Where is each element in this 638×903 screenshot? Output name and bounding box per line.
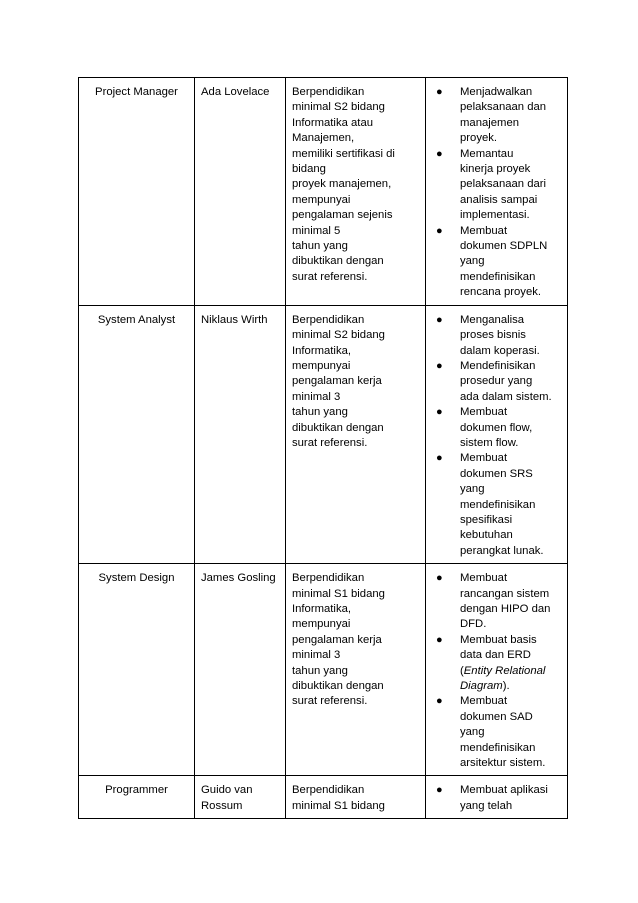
task-item — [432, 85, 561, 147]
qualification-line: Berpendidikan — [292, 313, 365, 326]
bullet-icon: ● — [436, 572, 443, 585]
task-line: rencana proyek. — [460, 286, 542, 299]
bullet-icon: ● — [436, 86, 443, 98]
task-line: dokumen SRS — [460, 467, 533, 480]
task-line: dokumen flow, — [460, 421, 533, 434]
table-row — [79, 776, 568, 819]
task-line: mendefinisikan — [460, 270, 536, 283]
task-line: pelaksanaan dari — [460, 178, 547, 191]
name-cell: Niklaus Wirth — [195, 305, 286, 564]
qualification-line: minimal 5 — [292, 224, 341, 237]
qualification-cell — [286, 305, 426, 564]
role-cell: System Analyst — [79, 305, 195, 564]
qualification-line: surat referensi. — [292, 270, 368, 283]
task-line: dokumen SDPLN — [460, 240, 548, 253]
qualification-line: mempunyai — [292, 193, 351, 206]
qualification-line: surat referensi. — [292, 695, 368, 708]
bullet-icon: ● — [436, 359, 443, 372]
task-line: rancangan sistem — [460, 587, 550, 600]
name-cell: Ada Lovelace — [195, 78, 286, 306]
task-item — [432, 405, 561, 451]
task-item — [432, 633, 561, 695]
qualification-line: Berpendidikan — [292, 572, 365, 585]
task-line: ada dalam sistem. — [460, 390, 552, 403]
task-line: yang — [460, 255, 485, 268]
task-line: Membuat — [460, 224, 508, 237]
qualification-cell — [286, 776, 426, 819]
qualification-line: minimal S2 bidang — [292, 329, 385, 342]
task-item — [432, 571, 561, 633]
task-line: perangkat lunak. — [460, 544, 544, 557]
qualification-line: pengalaman sejenis — [292, 209, 393, 222]
task-line: Memantau — [460, 147, 514, 160]
task-line: DFD. — [460, 618, 487, 631]
task-line: yang — [460, 483, 485, 496]
task-line: sistem flow. — [460, 436, 519, 449]
table-row — [79, 564, 568, 776]
task-line: dalam koperasi. — [460, 344, 540, 357]
qualification-line: pengalaman kerja — [292, 633, 382, 646]
bullet-icon: ● — [436, 633, 443, 646]
qualification-line: minimal 3 — [292, 649, 341, 662]
task-item — [432, 451, 561, 559]
name-cell: Guido van Rossum — [195, 776, 286, 819]
bullet-icon: ● — [436, 406, 443, 419]
qualification-line: tahun yang — [292, 664, 348, 677]
qualification-cell — [286, 78, 426, 306]
task-line: yang — [460, 726, 485, 739]
qualification-line: dibuktikan dengan — [292, 255, 384, 268]
task-line: dengan HIPO dan — [460, 603, 551, 615]
qualification-line: dibuktikan dengan — [292, 680, 384, 693]
role-cell: Project Manager — [79, 78, 195, 306]
task-line: Mendefinisikan — [460, 359, 536, 372]
task-item — [432, 313, 561, 359]
qualification-line: minimal S2 bidang — [292, 101, 385, 114]
task-line: mendefinisikan — [460, 498, 536, 511]
task-line: manajemen — [460, 116, 520, 129]
task-item — [432, 147, 561, 224]
tasks-cell — [426, 776, 568, 819]
qualification-line: minimal 3 — [292, 390, 341, 403]
task-line: proyek. — [460, 132, 498, 145]
qualification-line: Informatika atau — [292, 116, 374, 129]
qualification-cell — [286, 564, 426, 776]
task-item — [432, 224, 561, 301]
role-cell: System Design — [79, 564, 195, 776]
task-item — [432, 783, 561, 814]
task-line: kebutuhan — [460, 529, 513, 542]
table-row — [79, 305, 568, 564]
tasks-cell — [426, 305, 568, 564]
task-line: pelaksanaan dan — [460, 101, 547, 114]
bullet-icon: ● — [436, 695, 443, 708]
task-item — [432, 359, 561, 405]
qualification-line: surat referensi. — [292, 436, 368, 449]
roles-table-body — [79, 78, 568, 819]
task-line: Membuat — [460, 695, 508, 708]
qualification-line: bidang — [292, 163, 326, 176]
task-line: (Entity Relational — [460, 664, 546, 677]
task-line: spesifikasi — [460, 513, 513, 526]
task-line: Menganalisa — [460, 313, 525, 326]
qualification-line: minimal S1 bidang — [292, 587, 385, 600]
task-line: kinerja proyek — [460, 163, 531, 176]
task-list — [432, 313, 561, 560]
task-line: dokumen SAD — [460, 710, 533, 723]
bullet-icon: ● — [436, 224, 443, 237]
task-line: mendefinisikan — [460, 741, 536, 754]
qualification-line: Informatika, — [292, 603, 352, 615]
qualification-line: Berpendidikan — [292, 784, 365, 797]
roles-table — [78, 77, 568, 819]
bullet-icon: ● — [436, 313, 443, 326]
task-line: proses bisnis — [460, 329, 526, 342]
table-row — [79, 78, 568, 306]
task-line: yang telah — [460, 799, 513, 812]
tasks-cell — [426, 564, 568, 776]
qualification-line: Manajemen, — [292, 132, 355, 145]
task-item — [432, 694, 561, 771]
task-line: Membuat basis — [460, 633, 537, 646]
task-line: Membuat — [460, 572, 508, 585]
role-cell: Programmer — [79, 776, 195, 819]
qualification-line: Informatika, — [292, 344, 352, 357]
qualification-line: minimal S1 bidang — [292, 799, 385, 812]
task-line: Membuat aplikasi — [460, 784, 548, 797]
qualification-line: pengalaman kerja — [292, 375, 382, 388]
task-line: Diagram). — [460, 680, 510, 693]
task-list — [432, 85, 561, 301]
qualification-line: tahun yang — [292, 406, 348, 419]
tasks-cell — [426, 78, 568, 306]
qualification-line: tahun yang — [292, 240, 348, 253]
task-line: Membuat — [460, 452, 508, 465]
bullet-icon: ● — [436, 452, 443, 465]
task-line: Membuat — [460, 406, 508, 419]
bullet-icon: ● — [436, 784, 443, 797]
task-line: data dan ERD — [460, 649, 531, 662]
qualification-line: dibuktikan dengan — [292, 421, 384, 434]
task-list — [432, 571, 561, 771]
qualification-line: memiliki sertifikasi di — [292, 147, 395, 160]
task-line: Menjadwalkan — [460, 86, 533, 98]
qualification-line: mempunyai — [292, 618, 351, 631]
task-line: arsitektur sistem. — [460, 757, 546, 770]
task-line: implementasi. — [460, 209, 530, 222]
qualification-line: Berpendidikan — [292, 86, 365, 98]
task-line: prosedur yang — [460, 375, 533, 388]
qualification-line: mempunyai — [292, 359, 351, 372]
qualification-line: proyek manajemen, — [292, 178, 392, 191]
task-list — [432, 783, 561, 814]
name-cell: James Gosling — [195, 564, 286, 776]
bullet-icon: ● — [436, 147, 443, 160]
task-line: analisis sampai — [460, 193, 538, 206]
